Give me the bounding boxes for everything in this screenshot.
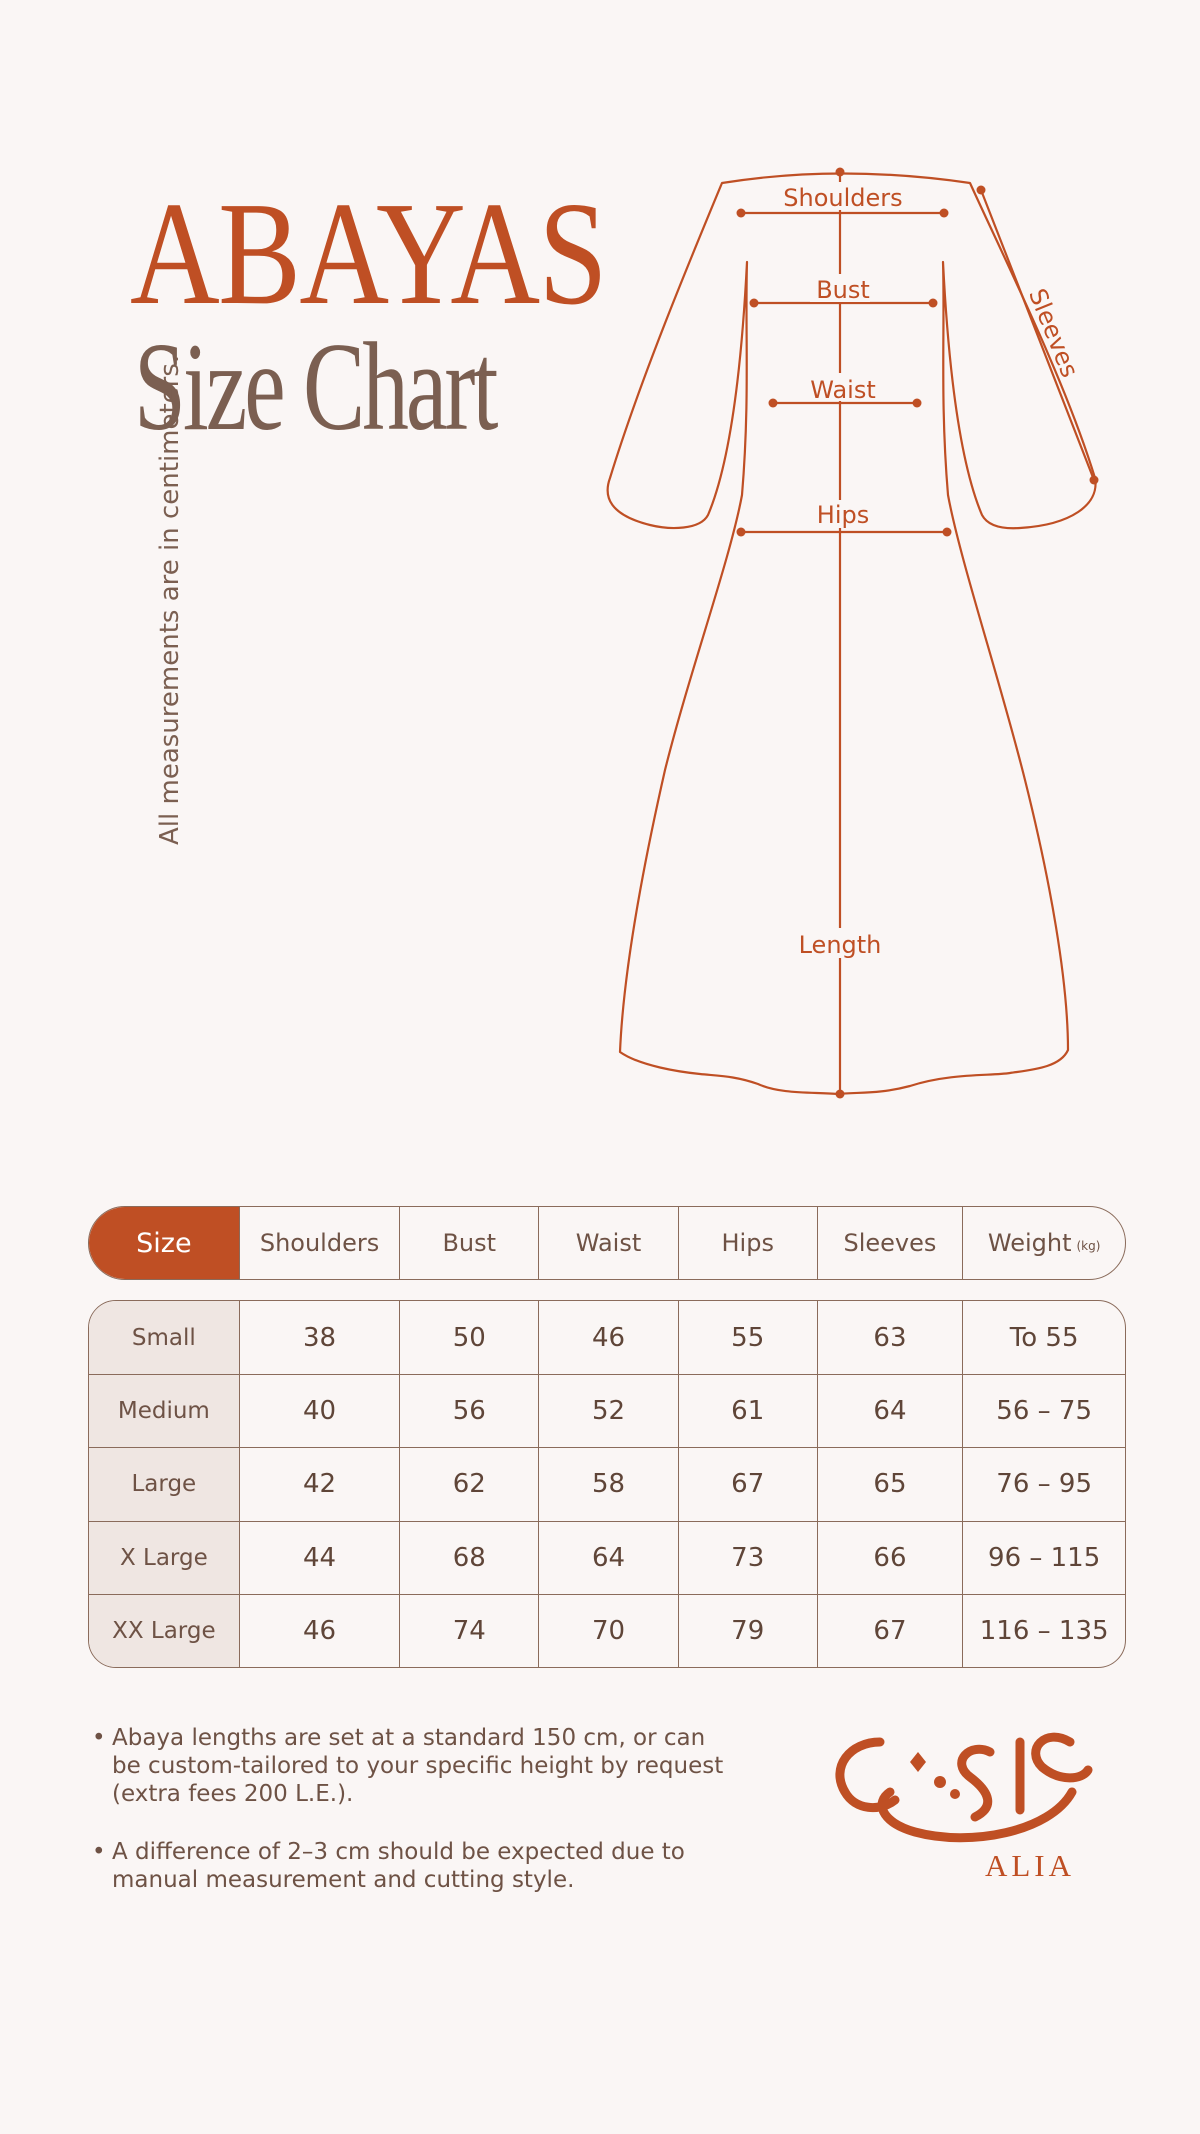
size-cell: Small — [89, 1301, 239, 1374]
hips-cell: 61 — [678, 1375, 817, 1447]
bust-cell: 62 — [399, 1448, 538, 1520]
table-row — [89, 1301, 1125, 1374]
weight-cell: To 55 — [962, 1301, 1125, 1374]
sleeves-cell: 63 — [817, 1301, 963, 1374]
bust-cell: 74 — [399, 1595, 538, 1667]
hips-cell: 79 — [678, 1595, 817, 1667]
measure-point — [737, 528, 746, 537]
waist-cell: 70 — [538, 1595, 678, 1667]
waist-cell: 58 — [538, 1448, 678, 1520]
sleeves-cell: 64 — [817, 1375, 963, 1447]
bust-cell: 50 — [399, 1301, 538, 1374]
header-size: Size — [89, 1207, 239, 1279]
measure-point — [929, 299, 938, 308]
note-tolerance — [92, 1838, 732, 1894]
hips-label: Hips — [816, 501, 870, 529]
shoulders-cell: 42 — [239, 1448, 400, 1520]
weight-cell: 116 – 135 — [962, 1595, 1125, 1667]
sleeves-cell: 67 — [817, 1595, 963, 1667]
waist-cell: 46 — [538, 1301, 678, 1374]
brand-name: ALIA — [984, 1848, 1076, 1883]
measure-point — [737, 209, 746, 218]
header-hips: Hips — [678, 1207, 817, 1279]
hips-cell: 73 — [678, 1522, 817, 1594]
abaya-measurement-diagram — [600, 155, 1120, 1115]
bust-cell: 68 — [399, 1522, 538, 1594]
header-waist: Waist — [538, 1207, 678, 1279]
hips-cell: 55 — [678, 1301, 817, 1374]
size-cell: XX Large — [89, 1595, 239, 1667]
note-length — [92, 1724, 732, 1808]
weight-cell: 76 – 95 — [962, 1448, 1125, 1520]
measure-point — [913, 399, 922, 408]
measure-point — [836, 1090, 845, 1099]
length-label: Length — [798, 931, 882, 959]
table-row — [89, 1374, 1125, 1447]
bust-cell: 56 — [399, 1375, 538, 1447]
shoulders-cell: 44 — [239, 1522, 400, 1594]
weight-cell: 56 – 75 — [962, 1375, 1125, 1447]
waist-cell: 64 — [538, 1522, 678, 1594]
page-title: ABAYAS — [130, 172, 606, 336]
sleeves-label: Sleeves — [1023, 284, 1084, 382]
table-row — [89, 1521, 1125, 1594]
units-note: All measurements are in centimeters. — [155, 354, 185, 845]
alia-logo — [820, 1722, 1100, 1852]
header-weight — [962, 1207, 1125, 1279]
size-table — [88, 1300, 1126, 1668]
shoulders-cell: 46 — [239, 1595, 400, 1667]
page-subtitle: Size Chart — [134, 318, 496, 457]
measure-point — [750, 299, 759, 308]
measure-point — [940, 209, 949, 218]
measure-point — [769, 399, 778, 408]
sleeves-cell: 65 — [817, 1448, 963, 1520]
table-row — [89, 1447, 1125, 1520]
size-table-header — [88, 1206, 1126, 1280]
measure-point — [1090, 476, 1099, 485]
note-text: A difference of 2–3 cm should be expected due to manual measurement and cutting style. — [112, 1839, 685, 1893]
note-text: Abaya lengths are set at a standard 150 cm, or can be custom-tailored to your specific height by request (extra fees 200 L.E.). — [112, 1725, 724, 1807]
shoulders-label: Shoulders — [783, 184, 903, 212]
header-weight-label: Weight — [987, 1229, 1072, 1257]
shoulders-cell: 40 — [239, 1375, 400, 1447]
waist-label: Waist — [810, 376, 876, 404]
header-shoulders: Shoulders — [239, 1207, 400, 1279]
weight-cell: 96 – 115 — [962, 1522, 1125, 1594]
bullet-icon: • — [92, 1725, 106, 1751]
waist-cell: 52 — [538, 1375, 678, 1447]
table-row — [89, 1594, 1125, 1667]
header-sleeves: Sleeves — [817, 1207, 963, 1279]
measure-point — [943, 528, 952, 537]
sleeves-cell: 66 — [817, 1522, 963, 1594]
shoulders-cell: 38 — [239, 1301, 400, 1374]
measure-point — [977, 186, 986, 195]
hips-cell: 67 — [678, 1448, 817, 1520]
header-bust: Bust — [399, 1207, 538, 1279]
size-cell: Large — [89, 1448, 239, 1520]
header-weight-unit: (kg) — [1076, 1239, 1101, 1253]
bullet-icon: • — [92, 1839, 106, 1865]
sleeves-measure-line — [981, 190, 1094, 480]
bust-label: Bust — [816, 276, 870, 304]
measure-point — [836, 168, 845, 177]
size-cell: X Large — [89, 1522, 239, 1594]
size-cell: Medium — [89, 1375, 239, 1447]
